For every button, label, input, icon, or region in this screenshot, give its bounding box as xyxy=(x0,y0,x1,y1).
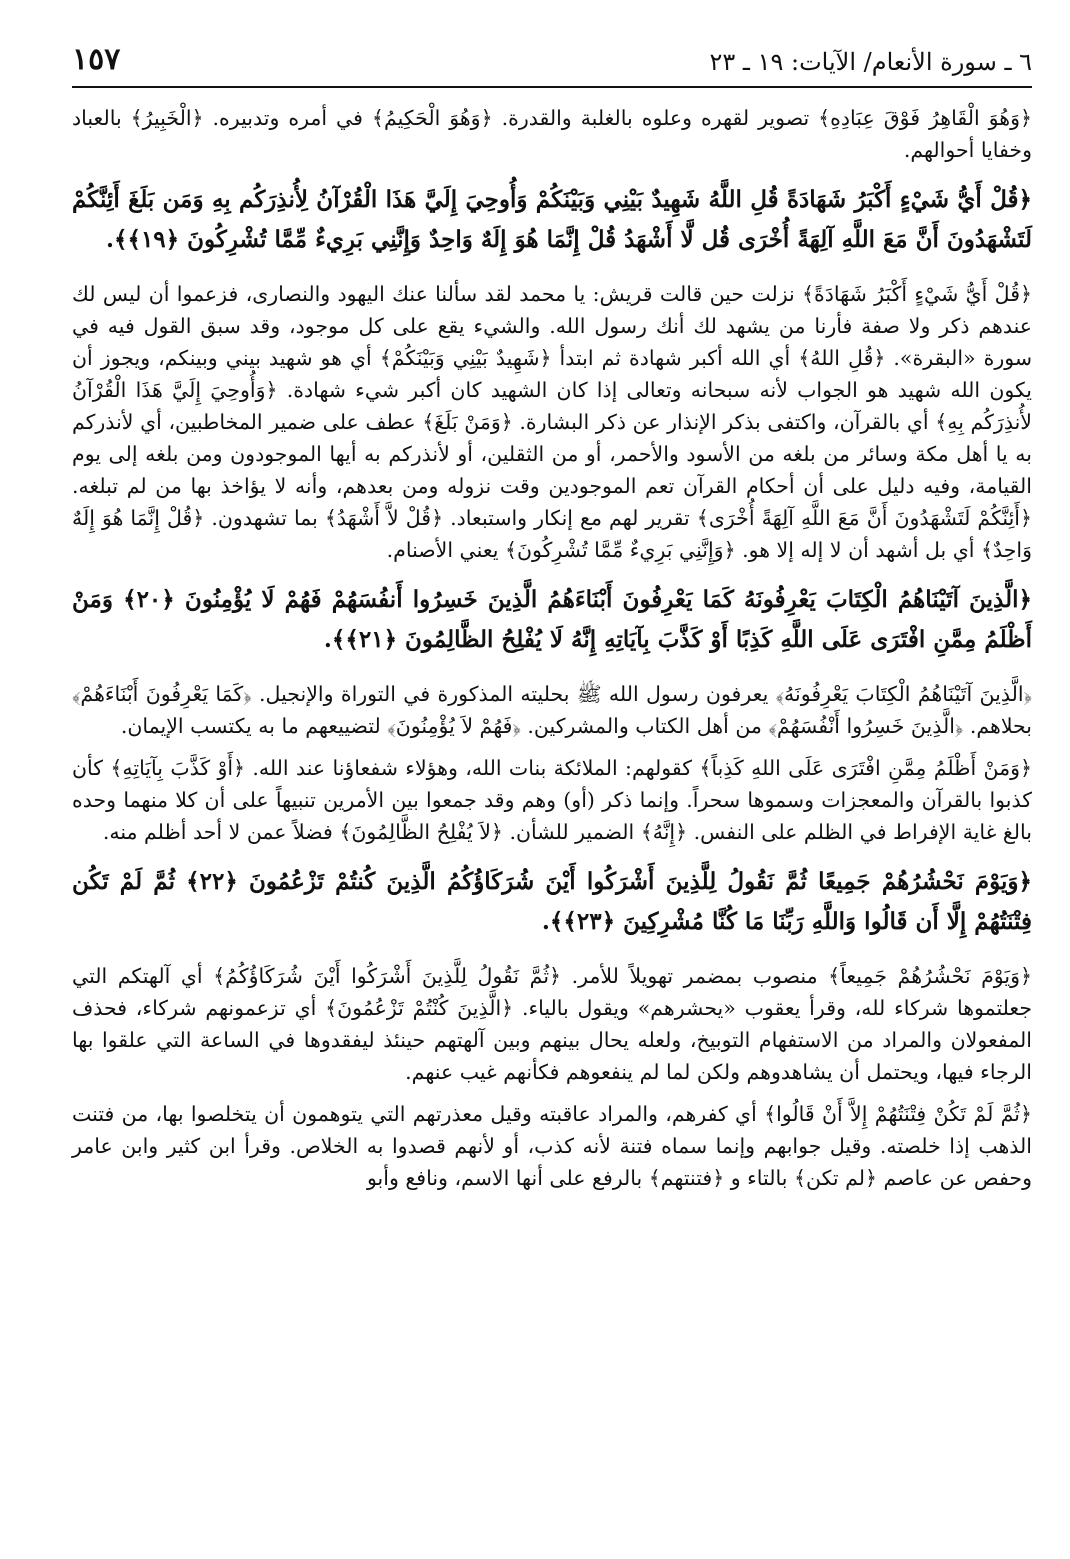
quran-verse-block: ﴿الَّذِينَ آتَيْنَاهُمُ الْكِتَابَ يَعْرِفُونَهُ كَمَا يَعْرِفُونَ أَبْنَاءَهُمُ الَّذِينَ خَسِرُوا أَنفُسَهُمْ فَهُمْ لَا يُؤْمِنُونَ ﴿٢٠﴾ وَمَنْ أَظْلَمُ مِمَّنِ افْتَرَى عَلَى اللَّهِ كَذِبًا أَوْ كَذَّبَ بِآيَاتِهِ إِنَّهُ لَا يُفْلِحُ الظَّالِمُونَ ﴿٢١﴾﴾. xyxy=(72,586,1033,653)
commentary-paragraph: ﴿الَّذِينَ آتَيْنَاهُمُ الْكِتَابَ يَعْرِفُونَهُ﴾ يعرفون رسول الله ﷺ بحليته المذكورة في التوراة والإنجيل. ﴿كَمَا يَعْرِفُونَ أَبْنَاءَهُمْ﴾ بحلاهم. ﴿الَّذِينَ خَسِرُوا أَنْفُسَهُمْ﴾ من أهل الكتاب والمشركين. ﴿فَهُمْ لاَ يُؤْمِنُونَ﴾ لتضييعهم ما به يكتسب الإيمان. xyxy=(72,682,1032,738)
commentary-paragraph: ﴿وَهُوَ الْقَاهِرُ فَوْقَ عِبَادِهِ﴾ تصوير لقهره وعلوه بالغلبة والقدرة. ﴿وَهُوَ الْحَكِيمُ﴾ في أمره وتدبيره. ﴿الْخَبِيرُ﴾ بالعباد وخفايا أحوالهم. xyxy=(72,106,1032,162)
page-content xyxy=(72,102,1032,1194)
book-page xyxy=(72,38,1032,1204)
page-number: ١٥٧ xyxy=(72,42,121,77)
commentary-paragraph: ﴿وَيَوْمَ نَحْشُرُهُمْ جَمِيعاً﴾ منصوب بمضمر تهويلاً للأمر. ﴿ثُمَّ نَقُولُ لِلَّذِينَ أَشْرَكُوا أَيْنَ شُرَكَاؤُكُمُ﴾ أي آلهتكم التي جعلتموها شركاء لله، وقرأ يعقوب «يحشرهم» ويقول بالياء. ﴿الَّذِينَ كُنْتُمْ تَزْعُمُونَ﴾ أي تزعمونهم شركاء، فحذف المفعولان والمراد من الاستفهام التوبيخ، ولعله يحال بينهم وبين آلهتهم حينئذ ليفقدوها في الساعة التي علقوا بها الرجاء فيها، ويحتمل أن يشاهدوهم ولكن لما لم ينفعوهم فكأنهم غيب عنهم. xyxy=(72,964,1032,1084)
running-title: ٦ ـ سورة الأنعام/ الآيات: ١٩ ـ ٢٣ xyxy=(709,48,1032,76)
commentary-paragraph: ﴿قُلْ أَيُّ شَيْءٍ أَكْبَرُ شَهَادَةً﴾ نزلت حين قالت قريش: يا محمد لقد سألنا عنك اليهود والنصارى، فزعموا أن ليس لك عندهم ذكر ولا صفة فأرنا من يشهد لك أنك رسول الله. والشيء يقع على كل موجود، وقد سبق القول فيه في سورة «البقرة». ﴿قُلِ اللهُ﴾ أي الله أكبر شهادة ثم ابتدأ ﴿شَهِيدٌ بَيْنِي وَبَيْنَكُمْ﴾ أي هو شهيد بيني وبينكم، ويجوز أن يكون الله شهيد هو الجواب لأنه سبحانه وتعالى إذا كان الشهيد كان أكبر شيء شهادة. ﴿وَأُوحِيَ إِلَيَّ هَذَا الْقُرْآنُ لأُنذِرَكُم بِهِ﴾ أي بالقرآن، واكتفى بذكر الإنذار عن ذكر البشارة. ﴿وَمَنْ بَلَغَ﴾ عطف على ضمير المخاطبين، أي لأنذركم به يا أهل مكة وسائر من بلغه من الأسود والأحمر، أو من الثقلين، أو لأنذركم به أيها الموجودون ومن بلغه إلى يوم القيامة، وفيه دليل على أن أحكام القرآن تعم الموجودين وقت نزوله ومن بعدهم، وأنه لا يؤاخذ بها من لم تبلغه. ﴿أَئِنَّكُمْ لَتَشْهَدُونَ أَنَّ مَعَ اللَّهِ آلِهَةً أُخْرَى﴾ تقرير لهم مع إنكار واستبعاد. ﴿قُلْ لاَّ أَشْهَدُ﴾ بما تشهدون. ﴿قُلْ إِنَّمَا هُوَ إِلَهٌ وَاحِدٌ﴾ أي بل أشهد أن لا إله إلا هو. ﴿وَإِنَّنِي بَرِيءٌ مِّمَّا تُشْرِكُونَ﴾ يعني الأصنام. xyxy=(72,282,1032,562)
quran-verse-block: ﴿وَيَوْمَ نَحْشُرُهُمْ جَمِيعًا ثُمَّ نَقُولُ لِلَّذِينَ أَشْرَكُوا أَيْنَ شُرَكَاؤُكُمُ الَّذِينَ كُنتُمْ تَزْعُمُونَ ﴿٢٢﴾ ثُمَّ لَمْ تَكُن فِتْنَتُهُمْ إِلَّا أَن قَالُوا وَاللَّهِ رَبِّنَا مَا كُنَّا مُشْرِكِينَ ﴿٢٣﴾﴾. xyxy=(72,868,1032,935)
quran-verse-block: ﴿قُلْ أَيُّ شَيْءٍ أَكْبَرُ شَهَادَةً قُلِ اللَّهُ شَهِيدٌ بَيْنِي وَبَيْنَكُمْ وَأُوحِيَ إِلَيَّ هَذَا الْقُرْآنُ لِأُنذِرَكُم بِهِ وَمَن بَلَغَ أَئِنَّكُمْ لَتَشْهَدُونَ أَنَّ مَعَ اللَّهِ آلِهَةً أُخْرَى قُل لَّا أَشْهَدُ قُلْ إِنَّمَا هُوَ إِلَهٌ وَاحِدٌ وَإِنَّنِي بَرِيءٌ مِّمَّا تُشْرِكُونَ ﴿١٩﴾﴾. xyxy=(72,186,1032,253)
page-header xyxy=(72,38,1032,88)
commentary-paragraph: ﴿ثُمَّ لَمْ تَكُنْ فِتْنَتُهُمْ إِلاَّ أَنْ قَالُوا﴾ أي كفرهم، والمراد عاقبته وقيل معذرتهم التي يتوهمون أن يتخلصوا بها، من فتنت الذهب إذا خلصته. وقيل جوابهم وإنما سماه فتنة لأنه كذب، أو لأنهم قصدوا به الخلاص. وقرأ ابن كثير وابن عامر وحفص عن عاصم ﴿لم تكن﴾ بالتاء و ﴿فتنتهم﴾ بالرفع على أنها الاسم، ونافع وأبو xyxy=(72,1102,1032,1190)
commentary-paragraph: ﴿وَمَنْ أَظْلَمُ مِمَّنِ افْتَرَى عَلَى اللهِ كَذِباً﴾ كقولهم: الملائكة بنات الله، وهؤلاء شفعاؤنا عند الله. ﴿أَوْ كَذَّبَ بِآيَاتِهِ﴾ كأن كذبوا بالقرآن والمعجزات وسموها سحراً. وإنما ذكر (أو) وهم وقد جمعوا بين الأمرين تنبيهاً على أن كلا منهما وحده بالغ غاية الإفراط في الظلم على النفس. ﴿إِنَّهُ﴾ الضمير للشأن. ﴿لاَ يُفْلِحُ الظَّالِمُونَ﴾ فضلاً عمن لا أحد أظلم منه. xyxy=(72,756,1032,844)
